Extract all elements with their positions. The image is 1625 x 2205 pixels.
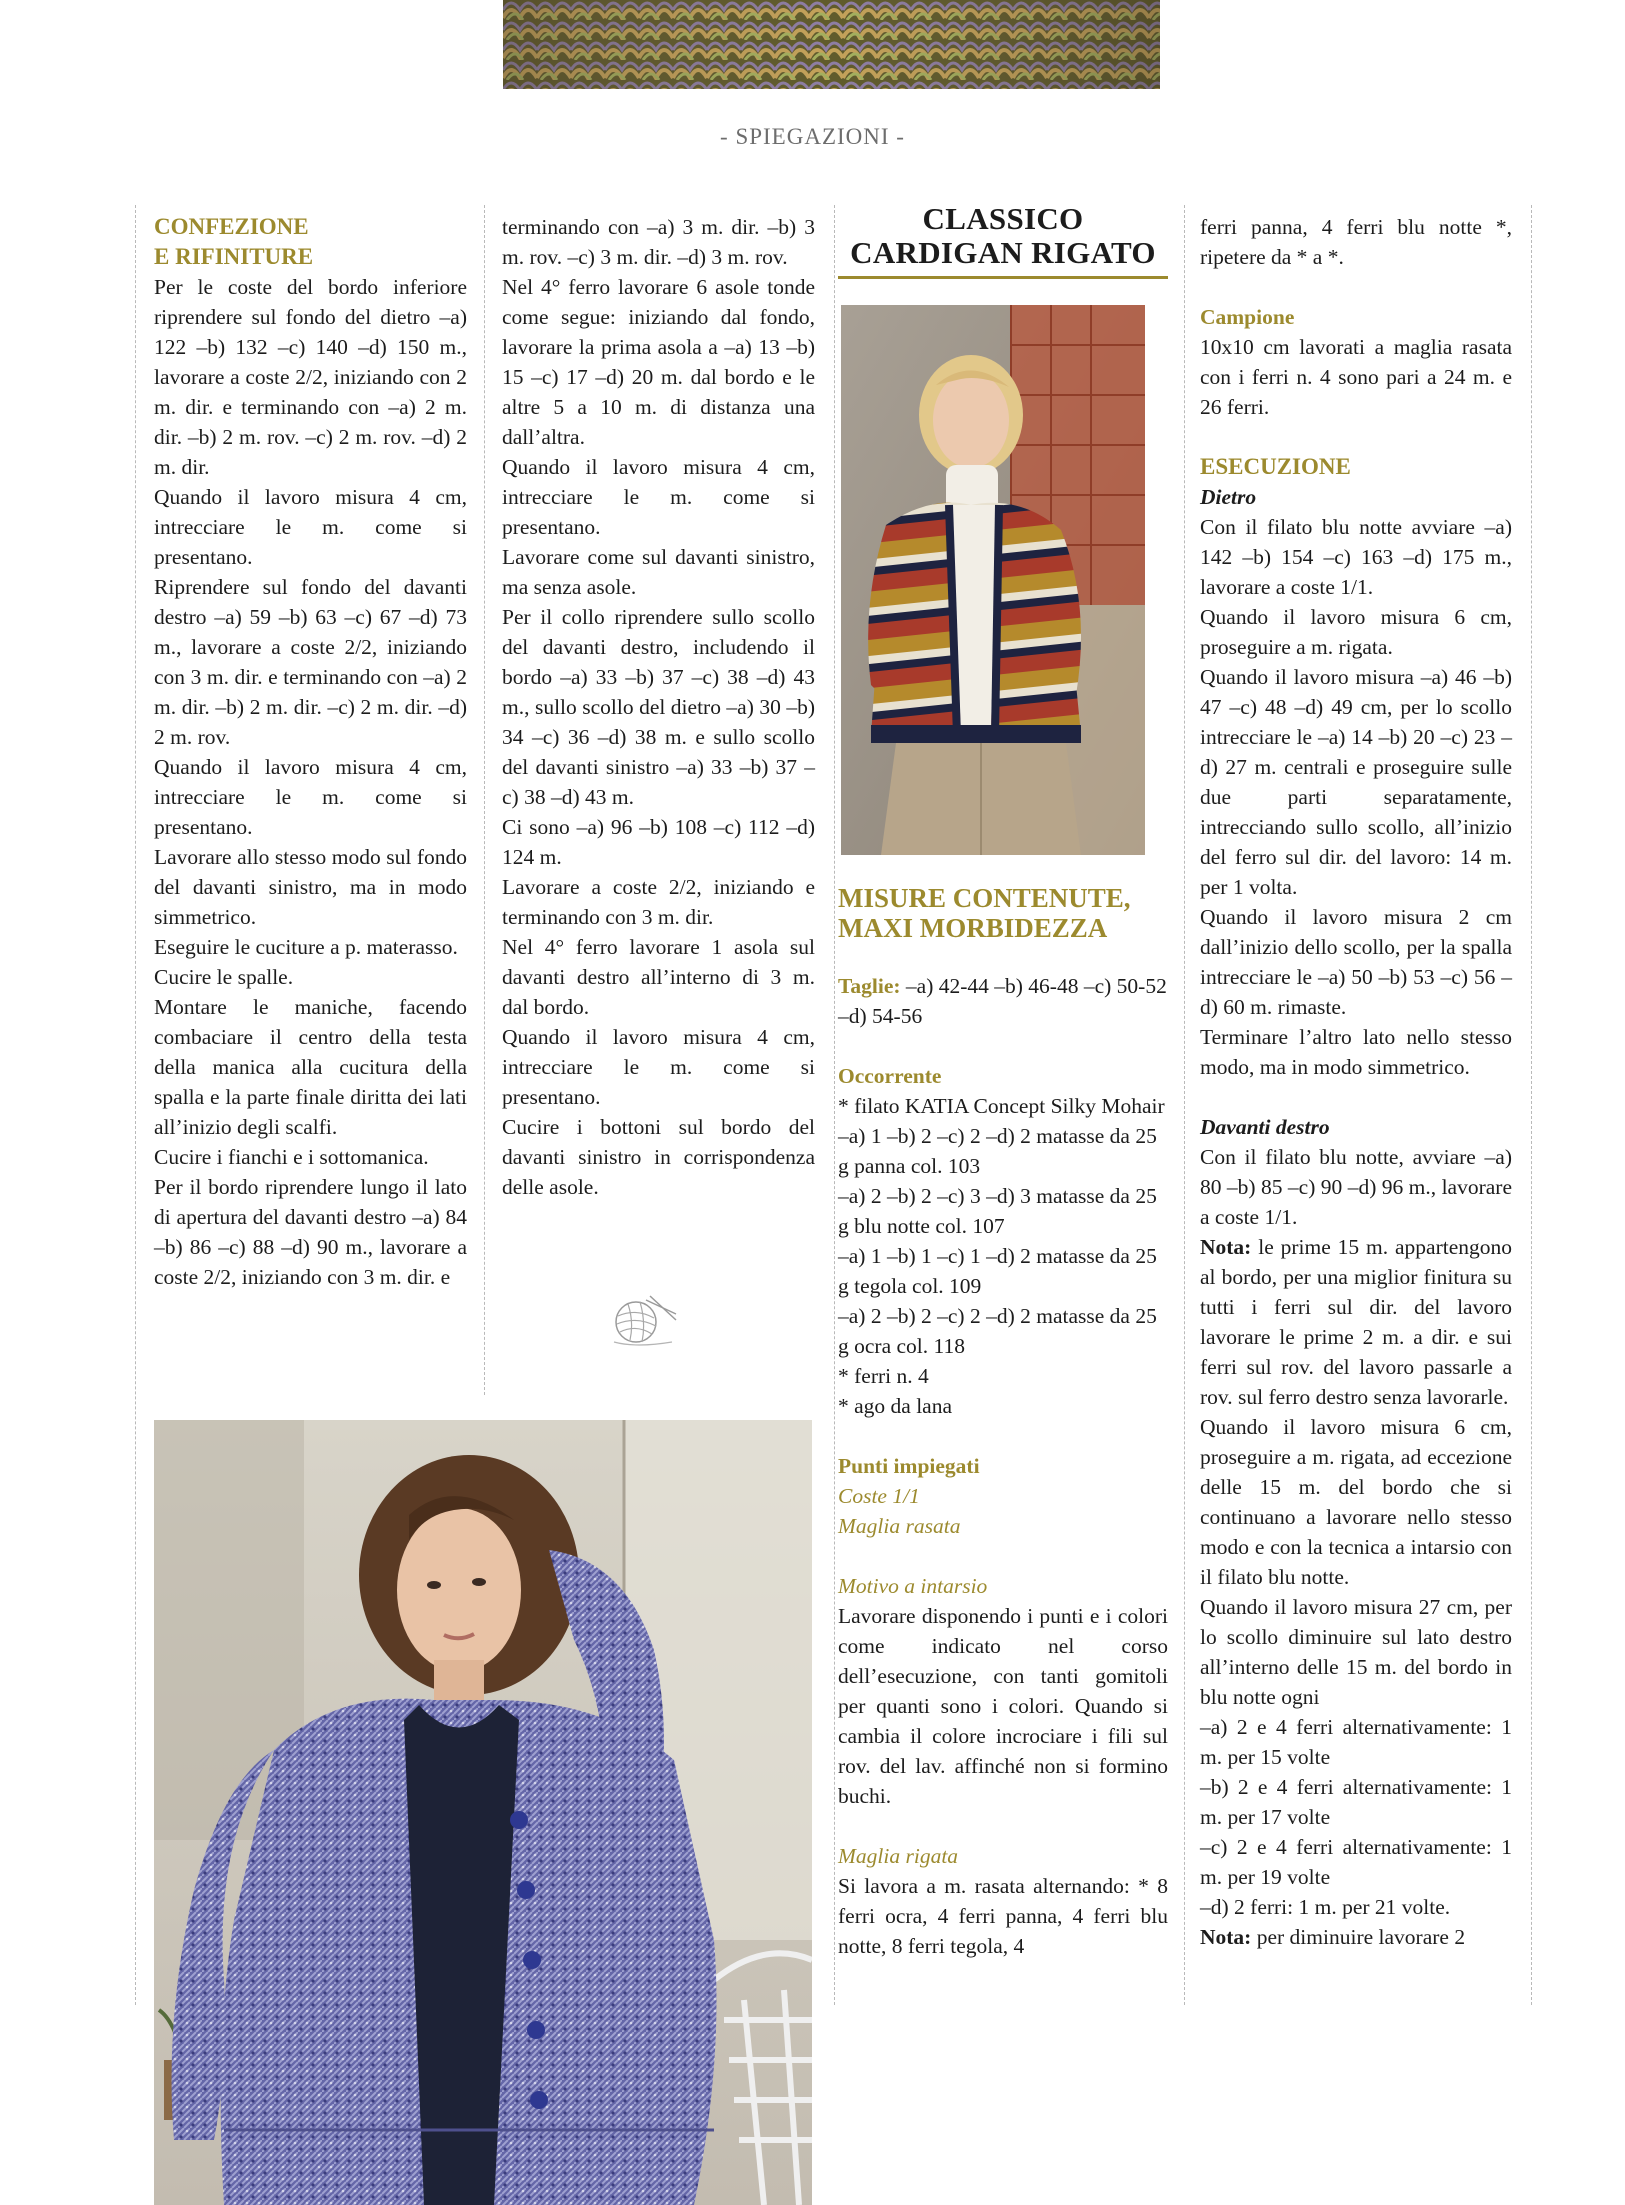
column-divider-1 [484, 205, 485, 1395]
article-title [838, 202, 1168, 274]
occorrente-item: * filato KATIA Concept Silky Mohair [838, 1094, 1165, 1118]
taglie-line [838, 971, 1168, 1031]
section-header: - SPIEGAZIONI - [720, 124, 905, 149]
occorrente-item: –a) 1 –b) 2 –c) 2 –d) 2 matasse da 25 g panna col. 103 [838, 1124, 1157, 1178]
paragraph: Ci sono –a) 96 –b) 108 –c) 112 –d) 124 m. [502, 815, 815, 869]
rigata-text: Si lavora a m. rasata alternando: * 8 ferri ocra, 4 ferri panna, 4 ferri blu notte, 8 ferri tegola, 4 [838, 1874, 1168, 1958]
nota-paragraph [1200, 1232, 1512, 1412]
column-divider-right [1531, 205, 1532, 2005]
punti-item: Maglia rasata [838, 1514, 961, 1538]
punti-label: Punti impiegati [838, 1454, 980, 1478]
campione-label: Campione [1200, 305, 1295, 329]
nota2-paragraph [1200, 1922, 1512, 1952]
campione-text: 10x10 cm lavorati a maglia rasata con i ferri n. 4 sono pari a 24 m. e 26 ferri. [1200, 335, 1512, 419]
yarn-ball-icon [606, 1290, 678, 1350]
motivo-text: Lavorare disponendo i punti e i colori come indicato nel corso dell’esecuzione, con tanti gomitoli per quanti sono i colori. Quando si cambia il colore incrociare i fili sul rov. del lav. affinché non si formino buchi. [838, 1604, 1168, 1808]
occorrente-item: –a) 2 –b) 2 –c) 3 –d) 3 matasse da 25 g blu notte col. 107 [838, 1184, 1157, 1238]
column-divider-left [135, 205, 136, 2005]
dietro-heading: Dietro [1200, 485, 1257, 509]
dim-row: –a) 2 e 4 ferri alternativamente: 1 m. per 15 volte [1200, 1715, 1512, 1769]
photo-striped-cardigan [841, 305, 1145, 855]
taglie-value: –a) 42-44 –b) 46-48 –c) 50-52 –d) 54-56 [838, 974, 1167, 1028]
column-scheda [838, 202, 1168, 279]
punti-item: Coste 1/1 [838, 1484, 920, 1508]
paragraph: Con il filato blu notte, avviare –a) 80 –b) 85 –c) 90 –d) 96 m., lavorare a coste 1/1. [1200, 1145, 1512, 1229]
column-confezione [154, 212, 467, 1292]
dim-row: –b) 2 e 4 ferri alternativamente: 1 m. per 17 volte [1200, 1775, 1512, 1829]
title-underline [838, 276, 1168, 279]
paragraph: Cucire i fianchi e i sottomanica. [154, 1145, 429, 1169]
paragraph: Quando il lavoro misura 4 cm, intrecciare le m. come si presentano. [502, 1025, 815, 1109]
knit-texture-banner [503, 0, 1160, 89]
paragraph: Quando il lavoro misura –a) 46 –b) 47 –c) 48 –d) 49 cm, per lo scollo intrecciare le –a) 14 –b) 20 –c) 23 –d) 27 m. centrali e proseguire sulle due parti separatamente, intrecciando sullo scollo, all’inizio del ferro sul dir. del lavoro: 14 m. per 1 volta. [1200, 665, 1512, 899]
paragraph: Nel 4° ferro lavorare 6 asole tonde come segue: iniziando dal fondo, lavorare la prima asola a –a) 13 –b) 15 –c) 17 –d) 20 m. dal bordo e le altre 5 a 10 m. di distanza una dall’altra. [502, 275, 815, 449]
taglie-label: Taglie: [838, 974, 901, 998]
paragraph: Riprendere sul fondo del davanti destro –a) 59 –b) 63 –c) 67 –d) 73 m., lavorare a coste 2/2, iniziando con 3 m. dir. e terminando con –a) 2 m. dir. –b) 2 m. dir. –c) 2 m. dir. –d) 2 m. rov. [154, 575, 467, 749]
article-title-line2: CARDIGAN RIGATO [850, 235, 1156, 270]
column-scheda-details [838, 883, 1168, 1961]
paragraph: Montare le maniche, facendo combaciare il centro della testa della manica alla cucitura della spalla e la parte finale diritta dei lati all’inizio degli scalfi. [154, 995, 467, 1139]
paragraph: Per il collo riprendere sullo scollo del davanti destro, includendo il bordo –a) 33 –b) 37 –c) 38 –d) 43 m., sullo scollo del dietro –a) 30 –b) 34 –c) 36 –d) 38 m. e sullo scollo del davanti sinistro –a) 33 –b) 37 –c) 38 –d) 43 m. [502, 605, 815, 809]
photo-purple-cardigan [154, 1420, 812, 2205]
paragraph: Quando il lavoro misura 4 cm, intrecciare le m. come si presentano. [154, 485, 467, 569]
occorrente-item: * ago da lana [838, 1394, 953, 1418]
paragraph: Terminare l’altro lato nello stesso modo, ma in modo simmetrico. [1200, 1025, 1512, 1079]
heading-confezione-line2: E RIFINITURE [154, 244, 314, 269]
paragraph: Cucire i bottoni sul bordo del davanti sinistro in corrispondenza delle asole. [502, 1115, 815, 1199]
paragraph: Quando il lavoro misura 2 cm dall’inizio dello scollo, per la spalla intrecciare le –a) 50 –b) 53 –c) 56 –d) 60 m. rimaste. [1200, 905, 1512, 1019]
occorrente-item: –a) 1 –b) 1 –c) 1 –d) 2 matasse da 25 g tegola col. 109 [838, 1244, 1157, 1298]
motivo-label: Motivo a intarsio [838, 1574, 988, 1598]
paragraph: terminando con –a) 3 m. dir. –b) 3 m. rov. –c) 3 m. dir. –d) 3 m. rov. [502, 215, 815, 269]
nota-text: le prime 15 m. appartengono al bordo, per una miglior finitura su tutti i ferri sul dir. del lavoro lavorare le prime 2 m. a dir. e sui ferri sul rov. del lavoro passarle a rov. sul ferro destro senza lavorarle. [1200, 1235, 1512, 1409]
paragraph: Per le coste del bordo inferiore riprendere sul fondo del dietro –a) 122 –b) 132 –c) 140 –d) 150 m., lavorare a coste 2/2, iniziando con 2 m. dir. e terminando con –a) 2 m. dir. –b) 2 m. rov. –c) 2 m. rov. –d) 2 m. dir. [154, 275, 467, 479]
heading-confezione-line1: CONFEZIONE [154, 214, 309, 239]
paragraph: Lavorare allo stesso modo sul fondo del davanti sinistro, ma in modo simmetrico. [154, 845, 467, 929]
nota-label: Nota: [1200, 1235, 1252, 1259]
subtitle [838, 883, 1168, 943]
paragraph: Nel 4° ferro lavorare 1 asola sul davanti destro all’interno di 3 m. dal bordo. [502, 935, 815, 1019]
paragraph: Per il bordo riprendere lungo il lato di apertura del davanti destro –a) 84 –b) 86 –c) 88 –d) 90 m., lavorare a coste 2/2, iniziando con 3 m. dir. e [154, 1175, 467, 1289]
column-esecuzione [1200, 212, 1512, 1952]
paragraph: Quando il lavoro misura 27 cm, per lo scollo diminuire sul lato destro all’interno delle 15 m. del bordo in blu notte ogni [1200, 1595, 1512, 1709]
paragraph: Eseguire le cuciture a p. materasso. [154, 935, 458, 959]
column-confezione-continued [502, 212, 815, 1202]
nota2-text: per diminuire lavorare 2 [1251, 1925, 1466, 1949]
paragraph: Con il filato blu notte avviare –a) 142 –b) 154 –c) 163 –d) 175 m., lavorare a coste 1/1. [1200, 515, 1512, 599]
occorrente-label: Occorrente [838, 1064, 942, 1088]
dim-row: –d) 2 ferri: 1 m. per 21 volte. [1200, 1895, 1451, 1919]
davanti-heading: Davanti destro [1200, 1115, 1330, 1139]
paragraph: Quando il lavoro misura 4 cm, intrecciare le m. come si presentano. [154, 755, 467, 839]
rigata-continued: ferri panna, 4 ferri blu notte *, ripetere da * a *. [1200, 215, 1512, 269]
paragraph: Lavorare a coste 2/2, iniziando e terminando con 3 m. dir. [502, 875, 815, 929]
occorrente-item: * ferri n. 4 [838, 1364, 929, 1388]
dim-row: –c) 2 e 4 ferri alternativamente: 1 m. per 19 volte [1200, 1835, 1512, 1889]
occorrente-item: –a) 2 –b) 2 –c) 2 –d) 2 matasse da 25 g ocra col. 118 [838, 1304, 1157, 1358]
column-divider-3 [1184, 205, 1185, 2005]
paragraph: Quando il lavoro misura 6 cm, proseguire a m. rigata, ad eccezione delle 15 m. del bordo che si continuano a lavorare nello stesso modo e con la tecnica a intarsio con il filato blu notte. [1200, 1415, 1512, 1589]
nota2-label: Nota: [1200, 1925, 1252, 1949]
paragraph: Quando il lavoro misura 4 cm, intrecciare le m. come si presentano. [502, 455, 815, 539]
paragraph: Lavorare come sul davanti sinistro, ma senza asole. [502, 545, 815, 599]
paragraph: Cucire le spalle. [154, 965, 294, 989]
subtitle-line2: MAXI MORBIDEZZA [838, 913, 1108, 943]
column-divider-2 [834, 205, 835, 2005]
subtitle-line1: MISURE CONTENUTE, [838, 883, 1131, 913]
rigata-label: Maglia rigata [838, 1844, 959, 1868]
article-title-line1: CLASSICO [922, 201, 1084, 236]
paragraph: Quando il lavoro misura 6 cm, proseguire a m. rigata. [1200, 605, 1512, 659]
esecuzione-heading: ESECUZIONE [1200, 454, 1351, 479]
